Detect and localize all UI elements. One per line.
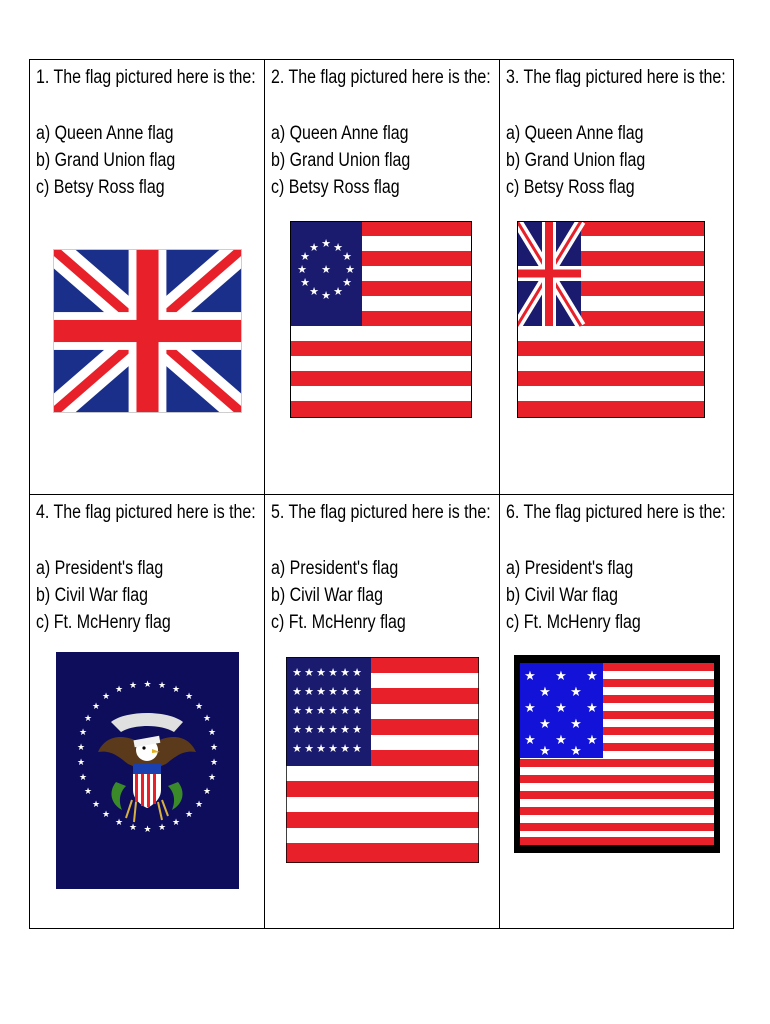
svg-text:★: ★ [524,701,536,716]
svg-text:★: ★ [328,723,338,736]
option-a: a) President's flag [506,558,634,579]
svg-text:★: ★ [352,666,362,679]
option-a: a) President's flag [271,558,399,579]
svg-text:★: ★ [300,250,310,263]
option-a: a) Queen Anne flag [36,123,174,144]
svg-text:★: ★ [333,241,343,254]
option-b: b) Grand Union flag [36,150,176,171]
quiz-card-5 [265,495,500,928]
svg-text:★: ★ [333,285,343,298]
svg-text:★: ★ [292,666,302,679]
svg-text:★: ★ [309,285,319,298]
svg-text:★: ★ [83,787,93,797]
svg-text:★: ★ [316,742,326,755]
flag-quiz-grid [29,59,734,929]
svg-text:★: ★ [340,704,350,717]
quiz-card-3 [500,60,733,495]
option-a: a) President's flag [36,558,164,579]
option-c: c) Ft. McHenry flag [36,612,171,633]
svg-text:★: ★ [340,685,350,698]
svg-text:★: ★ [328,704,338,717]
svg-text:★: ★ [555,669,567,684]
svg-text:★: ★ [555,733,567,748]
svg-text:★: ★ [300,276,310,289]
question-text: 2. The flag pictured here is the: [271,67,491,88]
svg-text:★: ★ [316,666,326,679]
svg-text:★: ★ [570,744,582,759]
quiz-card-1 [30,60,265,495]
svg-text:★: ★ [524,733,536,748]
svg-text:★: ★ [316,685,326,698]
union-jack-flag-icon [53,249,242,413]
ft-mchenry-flag-icon [514,655,720,853]
svg-text:★: ★ [340,666,350,679]
option-c: c) Ft. McHenry flag [271,612,406,633]
svg-text:★: ★ [309,241,319,254]
svg-text:★: ★ [143,825,152,835]
svg-text:★: ★ [340,723,350,736]
svg-text:★: ★ [340,742,350,755]
svg-text:★: ★ [101,810,111,820]
svg-text:★: ★ [352,704,362,717]
svg-text:★: ★ [114,685,124,695]
svg-text:★: ★ [304,666,314,679]
svg-text:★: ★ [342,250,352,263]
civil-war-flag-icon [286,657,479,863]
svg-text:★: ★ [292,704,302,717]
svg-text:★: ★ [316,704,326,717]
svg-text:★: ★ [171,685,181,695]
option-b: b) Civil War flag [271,585,384,606]
svg-text:★: ★ [570,717,582,732]
svg-text:★: ★ [209,743,219,753]
svg-text:★: ★ [352,723,362,736]
svg-text:★: ★ [352,742,362,755]
svg-text:★: ★ [570,685,582,700]
svg-text:★: ★ [157,823,167,833]
svg-text:★: ★ [555,701,567,716]
svg-text:★: ★ [184,810,194,820]
svg-text:★: ★ [304,742,314,755]
svg-text:★: ★ [304,685,314,698]
svg-text:★: ★ [539,717,551,732]
svg-text:★: ★ [586,733,598,748]
option-b: b) Grand Union flag [271,150,411,171]
svg-text:★: ★ [304,723,314,736]
svg-text:★: ★ [128,823,138,833]
question-text: 3. The flag pictured here is the: [506,67,726,88]
svg-text:★: ★ [114,818,124,828]
quiz-card-6 [500,495,733,928]
svg-text:★: ★ [316,723,326,736]
svg-text:★: ★ [524,669,536,684]
answer-options [36,120,175,201]
answer-options [36,555,171,636]
question-text: 1. The flag pictured here is the: [36,67,256,88]
svg-text:★: ★ [345,263,355,276]
answer-options [506,120,645,201]
svg-text:★: ★ [292,742,302,755]
option-c: c) Betsy Ross flag [36,177,165,198]
svg-text:★: ★ [586,701,598,716]
svg-text:★: ★ [78,773,88,783]
svg-text:★: ★ [207,728,217,738]
svg-text:★: ★ [328,742,338,755]
option-b: b) Grand Union flag [506,150,646,171]
svg-text:★: ★ [128,681,138,691]
svg-text:★: ★ [184,692,194,702]
option-c: c) Betsy Ross flag [506,177,635,198]
svg-text:★: ★ [76,758,86,768]
svg-text:★: ★ [292,685,302,698]
question-text: 4. The flag pictured here is the: [36,502,256,523]
question-text: 5. The flag pictured here is the: [271,502,491,523]
svg-text:★: ★ [83,714,93,724]
option-c: c) Betsy Ross flag [271,177,400,198]
svg-text:★: ★ [304,704,314,717]
svg-text:★: ★ [171,818,181,828]
betsy-ross-flag-icon [290,221,472,418]
svg-text:★: ★ [352,685,362,698]
svg-text:★: ★ [321,263,331,276]
svg-text:★: ★ [91,800,101,810]
svg-text:★: ★ [586,669,598,684]
quiz-card-2 [265,60,500,495]
svg-text:★: ★ [143,680,152,690]
option-a: a) Queen Anne flag [271,123,409,144]
svg-text:★: ★ [101,692,111,702]
svg-text:★: ★ [342,276,352,289]
option-b: b) Civil War flag [36,585,149,606]
question-text: 6. The flag pictured here is the: [506,502,726,523]
svg-text:★: ★ [209,758,219,768]
svg-text:★: ★ [297,263,307,276]
svg-text:★: ★ [328,666,338,679]
answer-options [271,120,410,201]
svg-text:★: ★ [202,714,212,724]
presidents-flag-icon [56,652,239,889]
answer-options [506,555,641,636]
svg-text:★: ★ [91,702,101,712]
svg-text:★: ★ [539,744,551,759]
svg-text:★: ★ [194,800,204,810]
svg-text:★: ★ [78,728,88,738]
option-a: a) Queen Anne flag [506,123,644,144]
svg-text:★: ★ [328,685,338,698]
option-c: c) Ft. McHenry flag [506,612,641,633]
svg-text:★: ★ [202,787,212,797]
svg-text:★: ★ [76,743,86,753]
svg-text:★: ★ [321,289,331,302]
svg-text:★: ★ [292,723,302,736]
answer-options [271,555,406,636]
grand-union-flag-icon [517,221,705,418]
svg-text:★: ★ [194,702,204,712]
svg-text:★: ★ [321,237,331,250]
svg-text:★: ★ [207,773,217,783]
svg-text:★: ★ [539,685,551,700]
option-b: b) Civil War flag [506,585,619,606]
svg-text:★: ★ [157,681,167,691]
quiz-card-4 [30,495,265,928]
